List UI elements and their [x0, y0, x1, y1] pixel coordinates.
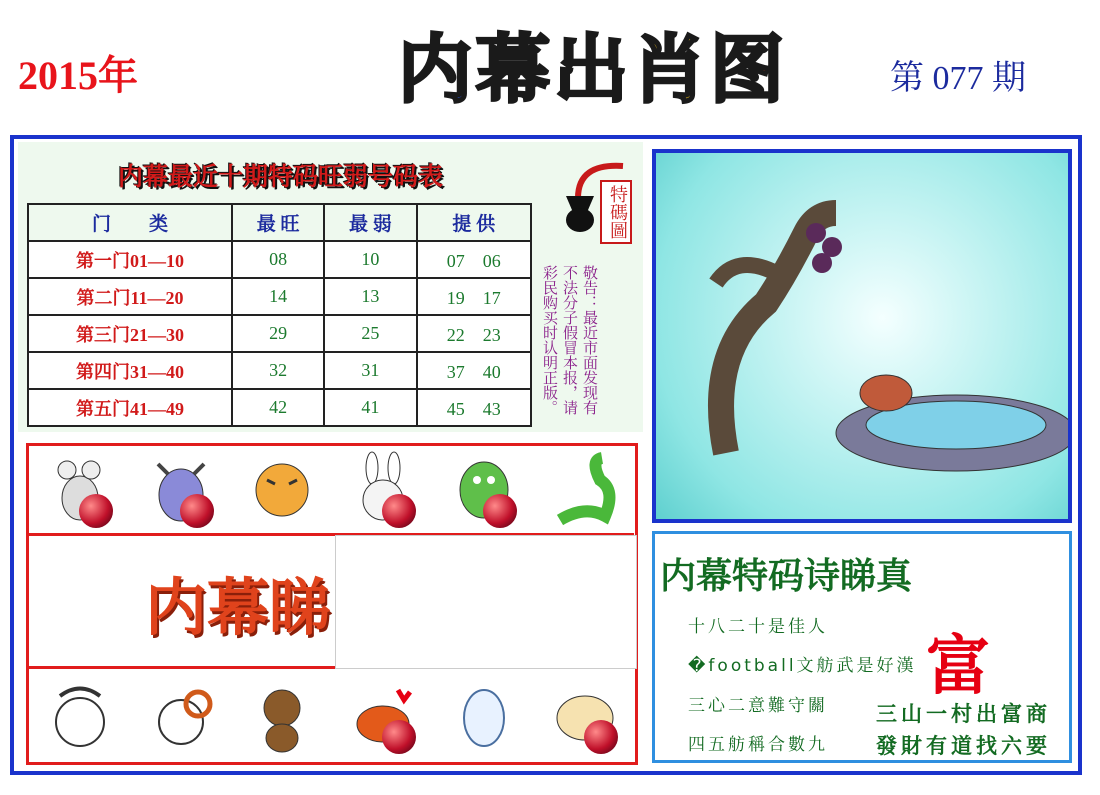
pig-icon [550, 676, 620, 756]
stamp-label: 特碼圖 [600, 180, 632, 244]
table-row [28, 315, 531, 352]
header-pick: 提 供 [417, 204, 531, 241]
banner-text: 内幕睇 [145, 571, 332, 644]
goat-icon [146, 676, 216, 756]
row-category: 第二门11—20 [28, 278, 232, 315]
title-char: 幕 [476, 27, 550, 113]
poem-line: 四五舫稱合數九 [688, 735, 828, 755]
ox-icon [146, 450, 216, 530]
monkey-icon [247, 676, 317, 756]
issue-number: 第 077 期 [890, 60, 1026, 97]
poem-line: �football文舫武是好漢 [688, 656, 917, 676]
zodiac-top-row [29, 446, 635, 534]
row-hot: 32 [232, 352, 324, 389]
table-title: 内幕最近十期特码旺弱号码表 [118, 162, 444, 191]
row-pick: 45 43 [417, 389, 531, 426]
table-header-row [28, 204, 531, 241]
header-cold: 最 弱 [324, 204, 416, 241]
row-pick: 07 06 [417, 241, 531, 278]
snake-icon [550, 450, 620, 530]
table-row [28, 389, 531, 426]
couplet-line: 三山一村出富商 [876, 701, 1051, 726]
notice-text: 敬告：最近市面发现有不法分子假冒本报，请彩民购买时认明正版。 [541, 265, 599, 415]
table-row [28, 278, 531, 315]
row-hot: 08 [232, 241, 324, 278]
poem-title: 内幕特码诗睇真 [660, 555, 913, 597]
header-hot: 最 旺 [232, 204, 324, 241]
zodiac-bottom-row [29, 672, 635, 760]
scene-illustration [652, 149, 1072, 523]
highlight-character: 富 [926, 629, 990, 704]
page-title [398, 28, 838, 112]
table-row [28, 241, 531, 278]
tiger-icon [247, 450, 317, 530]
dragon-icon [449, 450, 519, 530]
row-category: 第三门21—30 [28, 315, 232, 352]
header-category: 门 类 [28, 204, 232, 241]
dog-icon [449, 676, 519, 756]
title-char: 图 [710, 27, 784, 113]
blank-box [335, 535, 637, 669]
poem-line: 十八二十是佳人 [688, 617, 828, 637]
rat-icon [45, 450, 115, 530]
table-row [28, 352, 531, 389]
poem-line: 三心二意難守關 [688, 696, 828, 716]
row-hot: 29 [232, 315, 324, 352]
title-char: 内 [398, 27, 472, 113]
row-hot: 14 [232, 278, 324, 315]
row-pick: 22 23 [417, 315, 531, 352]
numbers-table [27, 203, 532, 427]
title-char: 肖 [632, 27, 706, 113]
row-cold: 10 [324, 241, 416, 278]
row-cold: 31 [324, 352, 416, 389]
row-cold: 13 [324, 278, 416, 315]
row-pick: 19 17 [417, 278, 531, 315]
rooster-icon [348, 676, 418, 756]
couplet-line: 發財有道找六要 [876, 733, 1051, 758]
horse-icon [45, 676, 115, 756]
row-category: 第四门31—40 [28, 352, 232, 389]
row-pick: 37 40 [417, 352, 531, 389]
row-cold: 25 [324, 315, 416, 352]
row-hot: 42 [232, 389, 324, 426]
year-label: 2015年 [18, 53, 138, 98]
row-category: 第五门41—49 [28, 389, 232, 426]
row-category: 第一门01—10 [28, 241, 232, 278]
rabbit-icon [348, 450, 418, 530]
row-cold: 41 [324, 389, 416, 426]
title-char: 出 [554, 27, 628, 113]
